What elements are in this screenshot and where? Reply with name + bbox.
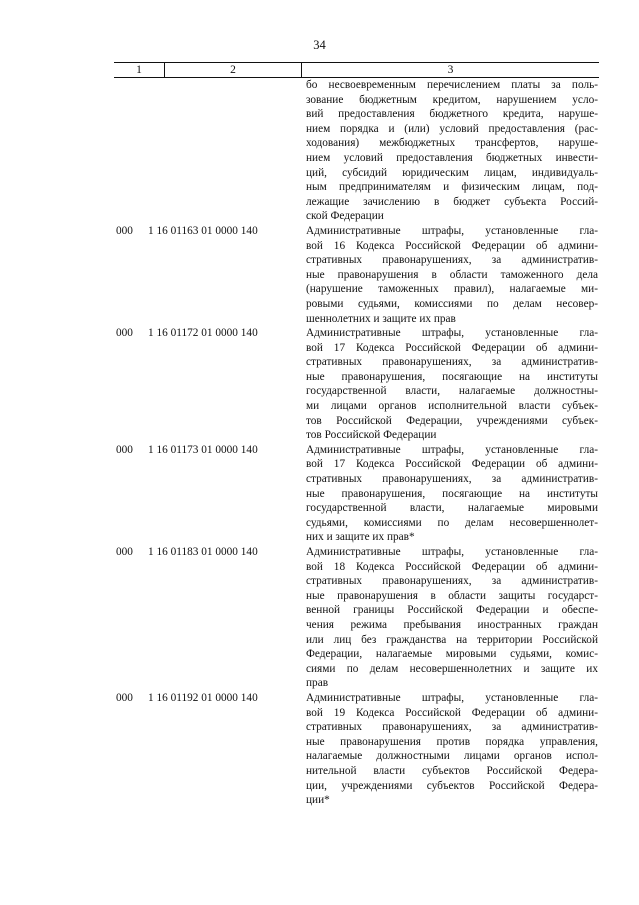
- description-line: Административные штрафы, установленные гла-: [306, 691, 598, 704]
- table-row: [114, 443, 599, 545]
- description-line: лежащие зачислению в бюджет субъекта Россий-: [306, 195, 598, 208]
- column-header-2: 2: [164, 63, 302, 77]
- row-code-1: [114, 78, 148, 224]
- row-code-2: [148, 78, 306, 224]
- description-line: ми лицами органов исполнительной власти субъек-: [306, 400, 598, 413]
- column-header-1: 1: [136, 64, 142, 76]
- description-line: Федерации, налагаемые мировыми судьями, комис-: [306, 648, 598, 661]
- table-row: [114, 326, 599, 443]
- description-line: или лиц без гражданства на территории Российской: [306, 633, 598, 646]
- description-line: прав: [306, 677, 329, 690]
- row-description: [306, 224, 598, 326]
- description-line: вой 17 Кодекса Российской Федерации об админи-: [306, 341, 598, 354]
- page-number: 34: [313, 38, 326, 52]
- column-header-3: 3: [447, 64, 454, 76]
- description-line: стративных правонарушениях, за административ-: [306, 254, 598, 267]
- description-line: вой 18 Кодекса Российской Федерации об админи-: [306, 560, 598, 573]
- description-line: ные правонарушения, посягающие на институты: [306, 487, 598, 500]
- description-line: ные правонарушения в области защиты государст-: [306, 589, 598, 602]
- description-line: вий предоставления бюджетного кредита, наруше-: [306, 108, 598, 121]
- description-line: ской Федерации: [306, 210, 384, 223]
- description-line: ным предпринимателям и физическим лицам, под-: [306, 181, 598, 194]
- row-description: [306, 443, 598, 545]
- description-line: чения режима пребывания иностранных граждан: [306, 618, 598, 631]
- row-code-2: 1 16 01173 01 0000 140: [148, 443, 258, 456]
- row-code-2: 1 16 01163 01 0000 140: [148, 224, 258, 237]
- description-line: зование бюджетным кредитом, нарушением усло-: [306, 93, 598, 106]
- description-line: ции*: [306, 794, 330, 807]
- description-line: ций, субсидий юридическим лицам, индивидуаль-: [306, 166, 598, 179]
- table-row: [114, 224, 599, 326]
- description-line: шеннолетних и защите их прав: [306, 312, 456, 325]
- description-line: стративных правонарушениях, за административ-: [306, 721, 598, 734]
- row-code-2: 1 16 01172 01 0000 140: [148, 327, 258, 340]
- description-line: венной границы Российской Федерации и обеспе-: [306, 604, 598, 617]
- row-description: [306, 691, 598, 808]
- budget-code-table: [114, 62, 599, 808]
- description-line: ходования) межбюджетных трансфертов, наруше-: [306, 137, 598, 150]
- description-line: стративных правонарушениях, за административ-: [306, 356, 598, 369]
- description-line: нительной власти субъектов Российской Федера-: [306, 764, 598, 777]
- row-code-1: 000: [116, 546, 133, 558]
- row-description: [306, 545, 598, 691]
- description-line: государственной власти, налагаемые должностны-: [306, 385, 598, 398]
- description-line: (нарушение таможенных правил), налагаемые ми-: [306, 283, 598, 296]
- description-line: тов Российской Федерации, учреждениями субъек-: [306, 414, 598, 427]
- description-line: вой 16 Кодекса Российской Федерации об админи-: [306, 239, 598, 252]
- description-line: стративных правонарушениях, за административ-: [306, 473, 598, 486]
- row-code-2: 1 16 01192 01 0000 140: [148, 691, 258, 704]
- description-line: ции, учреждениями субъектов Российской Федера-: [306, 779, 598, 792]
- description-line: судьями, комиссиями по делам несовершеннолет-: [306, 516, 598, 529]
- description-line: нием порядка и (или) условий предоставления (рас-: [306, 122, 598, 135]
- row-code-1: 000: [116, 224, 133, 237]
- description-line: тов Российской Федерации: [306, 429, 437, 442]
- description-line: сиями по делам несовершеннолетних и защите их: [306, 662, 598, 675]
- row-code-1: 000: [116, 327, 133, 340]
- description-line: Административные штрафы, установленные гла-: [306, 443, 598, 456]
- table-row-continuation: [114, 78, 599, 224]
- description-line: ные правонарушения против порядка управления,: [306, 735, 598, 748]
- description-line: вой 19 Кодекса Российской Федерации об админи-: [306, 706, 598, 719]
- row-description: [306, 78, 598, 224]
- description-line: бо несвоевременным перечислением платы за поль-: [306, 79, 598, 91]
- row-description: [306, 326, 598, 443]
- description-line: Административные штрафы, установленные гла-: [306, 546, 598, 558]
- description-line: ные правонарушения в области таможенного дела: [306, 268, 598, 281]
- description-line: Административные штрафы, установленные гла-: [306, 327, 598, 340]
- description-line: нием условий предоставления бюджетных инвести-: [306, 151, 598, 164]
- table-row: [114, 691, 599, 808]
- description-line: ные правонарушения, посягающие на институты: [306, 370, 598, 383]
- row-code-2: 1 16 01183 01 0000 140: [148, 546, 258, 558]
- table-row: [114, 545, 599, 691]
- description-line: Административные штрафы, установленные гла-: [306, 224, 598, 237]
- table-header: [114, 62, 599, 78]
- description-line: вой 17 Кодекса Российской Федерации об админи-: [306, 458, 598, 471]
- description-line: стративных правонарушениях, за административ-: [306, 575, 598, 588]
- description-line: государственной власти, налагаемые мировыми: [306, 502, 598, 515]
- row-code-1: 000: [116, 691, 133, 704]
- table-body: [114, 78, 599, 808]
- description-line: налагаемые должностными лицами органов испол-: [306, 750, 598, 763]
- row-code-1: 000: [116, 443, 133, 456]
- description-line: них и защите их прав*: [306, 531, 415, 544]
- description-line: ровыми судьями, комиссиями по делам несовер-: [306, 297, 598, 310]
